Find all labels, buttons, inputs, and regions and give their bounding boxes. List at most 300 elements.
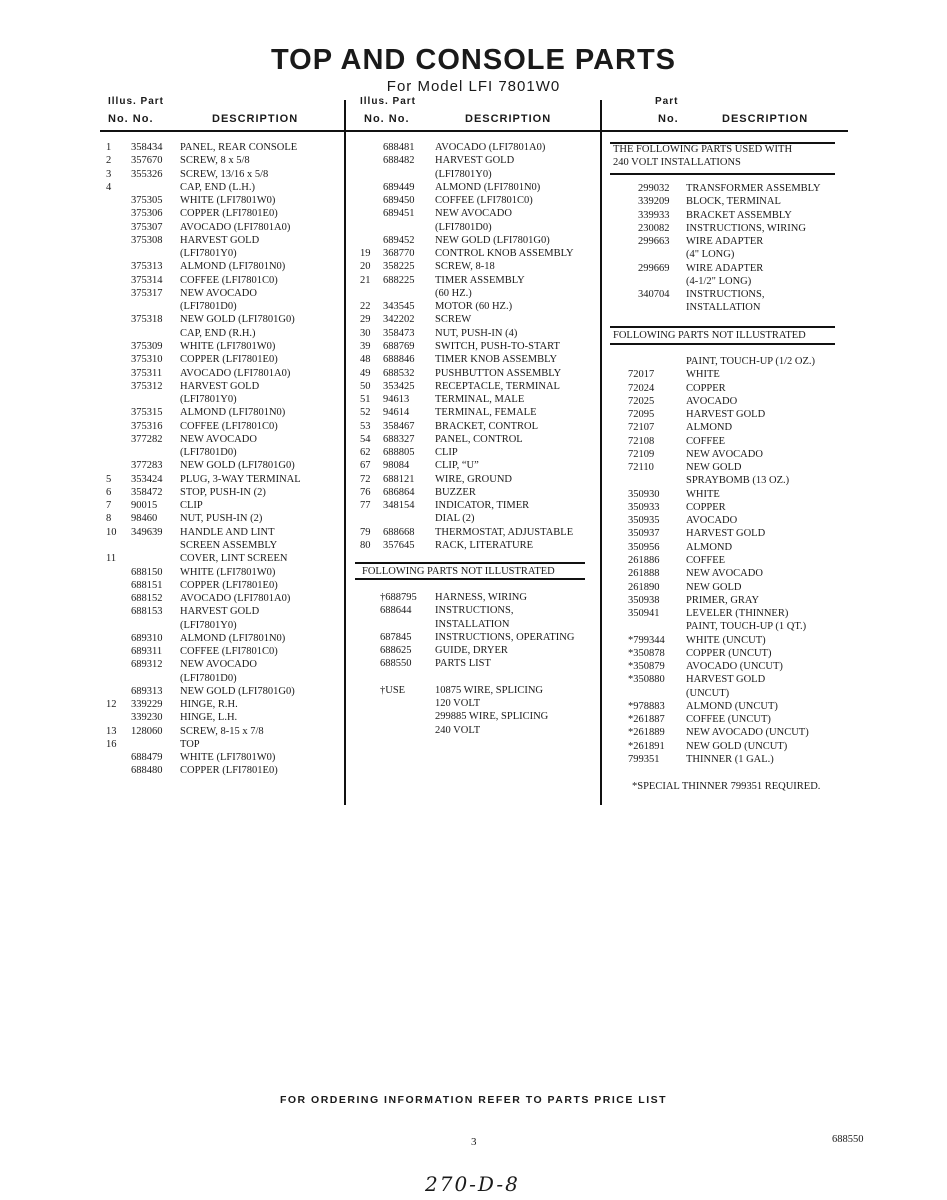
parts-row xyxy=(610,554,850,567)
parts-row xyxy=(104,221,344,234)
parts-row xyxy=(610,514,850,527)
illus-number: 49 xyxy=(360,367,371,379)
part-number: 299032 xyxy=(638,183,670,194)
part-number: 689451 xyxy=(383,208,415,220)
part-description: NUT, PUSH-IN (4) xyxy=(435,327,518,339)
parts-row xyxy=(610,395,850,408)
part-description: COFFEE xyxy=(686,554,726,566)
part-description: NUT, PUSH-IN (2) xyxy=(180,513,263,525)
part-number: 688151 xyxy=(131,579,163,591)
illus-number: 53 xyxy=(360,420,371,432)
parts-row xyxy=(358,247,598,260)
parts-row xyxy=(610,594,850,607)
parts-row xyxy=(104,406,344,419)
section-rule xyxy=(610,326,835,328)
part-description: TIMER KNOB ASSEMBLY xyxy=(435,354,558,366)
part-number: 375317 xyxy=(131,287,163,299)
illus-number: 48 xyxy=(360,354,371,366)
part-number: 688769 xyxy=(383,340,415,352)
part-description: WIRE, GROUND xyxy=(435,473,512,485)
thinner-footnote: *SPECIAL THINNER 799351 REQUIRED. xyxy=(632,781,821,792)
part-description: NEW GOLD (UNCUT) xyxy=(686,740,788,752)
part-description: NEW AVOCADO xyxy=(180,659,257,671)
parts-row xyxy=(358,260,598,273)
part-description: HINGE, R.H. xyxy=(180,699,238,711)
part-description: AVOCADO (LFI7801A0) xyxy=(180,593,291,605)
part-number: 688150 xyxy=(131,566,163,578)
parts-row xyxy=(104,526,344,539)
part-description: ALMOND (UNCUT) xyxy=(686,700,778,712)
part-number: 375305 xyxy=(131,195,163,207)
part-number: 353424 xyxy=(131,473,163,485)
parts-row xyxy=(610,474,850,487)
parts-row xyxy=(358,393,598,406)
parts-row xyxy=(610,501,850,514)
240v-heading-line1: THE FOLLOWING PARTS USED WITH xyxy=(613,144,793,155)
part-number: 72017 xyxy=(628,369,655,381)
part-number: *350878 xyxy=(628,647,665,659)
part-description: PANEL, CONTROL xyxy=(435,433,523,445)
header-no-3: No. xyxy=(658,113,679,125)
part-description: PRIMER, GRAY xyxy=(686,594,760,606)
illus-number: 8 xyxy=(106,513,112,525)
parts-row xyxy=(104,605,344,618)
parts-row xyxy=(104,367,344,380)
part-number: 375310 xyxy=(131,354,163,366)
part-description: (LFI7801Y0) xyxy=(180,619,237,631)
parts-row xyxy=(610,382,850,395)
parts-row xyxy=(104,764,344,777)
parts-row xyxy=(358,380,598,393)
parts-row xyxy=(358,486,598,499)
240v-heading-line2: 240 VOLT INSTALLATIONS xyxy=(613,157,741,168)
parts-row xyxy=(358,526,598,539)
part-description: (4-1/2" LONG) xyxy=(686,275,752,287)
part-description: COPPER (LFI7801E0) xyxy=(180,765,278,777)
part-number: 339209 xyxy=(638,196,670,208)
illus-number: 7 xyxy=(106,500,112,512)
illus-number: 76 xyxy=(360,486,371,498)
part-number: 689311 xyxy=(131,646,163,658)
part-description: CLIP, “U” xyxy=(435,460,479,472)
part-description: BUZZER xyxy=(435,486,476,498)
part-number: 72110 xyxy=(628,462,654,474)
parts-row xyxy=(104,247,344,260)
part-number: *799344 xyxy=(628,634,665,646)
page-number: 3 xyxy=(471,1136,477,1148)
header-rule xyxy=(100,130,848,132)
part-number: 368770 xyxy=(383,248,415,260)
illus-number: 13 xyxy=(106,725,117,737)
parts-row xyxy=(358,473,598,486)
part-description: CLIP xyxy=(435,447,458,459)
part-description: INSTRUCTIONS, OPERATING xyxy=(435,631,575,643)
part-number: 98084 xyxy=(383,460,410,472)
part-description: COFFEE (LFI7801C0) xyxy=(180,274,278,286)
parts-row xyxy=(358,446,598,459)
parts-row xyxy=(104,274,344,287)
parts-row xyxy=(104,738,344,751)
parts-row xyxy=(104,711,344,724)
part-number: 94614 xyxy=(383,407,410,419)
part-description: (4" LONG) xyxy=(686,249,735,261)
parts-row xyxy=(104,486,344,499)
part-number: 377283 xyxy=(131,460,163,472)
part-description: GUIDE, DRYER xyxy=(435,645,508,657)
parts-row xyxy=(610,660,850,673)
part-description: ALMOND (LFI7801N0) xyxy=(180,407,286,419)
part-description: COFFEE (LFI7801C0) xyxy=(180,420,278,432)
part-description: WHITE (LFI7801W0) xyxy=(180,195,276,207)
part-number: 689450 xyxy=(383,195,415,207)
parts-row xyxy=(610,581,850,594)
part-number: 350941 xyxy=(628,608,660,620)
part-number: 340704 xyxy=(638,289,670,301)
part-description: RECEPTACLE, TERMINAL xyxy=(435,380,560,392)
part-description: ALMOND (LFI7801N0) xyxy=(180,261,286,273)
parts-row xyxy=(104,141,344,154)
part-description: (LFI7801D0) xyxy=(180,301,237,313)
parts-row xyxy=(358,499,598,512)
parts-row xyxy=(358,300,598,313)
parts-row xyxy=(104,313,344,326)
part-number: *261887 xyxy=(628,714,665,726)
part-number: 90015 xyxy=(131,500,158,512)
parts-row xyxy=(358,274,598,287)
part-description: NEW GOLD (LFI7801G0) xyxy=(180,314,295,326)
part-description: COFFEE (UNCUT) xyxy=(686,714,771,726)
part-number: 339229 xyxy=(131,699,163,711)
parts-row xyxy=(358,154,598,167)
parts-row xyxy=(610,567,850,580)
part-description: SCREEN ASSEMBLY xyxy=(180,539,278,551)
part-number: *350880 xyxy=(628,674,665,686)
part-description: AVOCADO (LFI7801A0) xyxy=(180,221,291,233)
parts-row xyxy=(104,566,344,579)
column-divider-2 xyxy=(600,100,602,805)
part-number: 375316 xyxy=(131,420,163,432)
part-number: 375313 xyxy=(131,261,163,273)
part-number: 350935 xyxy=(628,515,660,527)
part-number: 349639 xyxy=(131,526,163,538)
parts-row xyxy=(104,552,344,565)
part-number: 350937 xyxy=(628,528,660,540)
parts-row xyxy=(104,512,344,525)
parts-row xyxy=(610,408,850,421)
part-number: 350938 xyxy=(628,594,660,606)
part-description: ALMOND (LFI7801N0) xyxy=(435,181,541,193)
parts-row xyxy=(104,300,344,313)
part-description: 240 VOLT xyxy=(435,724,481,736)
parts-row xyxy=(610,461,850,474)
part-number: 261886 xyxy=(628,554,660,566)
part-description: LEVELER (THINNER) xyxy=(686,608,789,620)
part-description: ALMOND (LFI7801N0) xyxy=(180,632,286,644)
parts-row xyxy=(610,700,850,713)
part-number: 358472 xyxy=(131,486,163,498)
part-number: †688795 xyxy=(380,592,417,603)
part-description: TIMER ASSEMBLY xyxy=(435,274,525,286)
part-number: *261889 xyxy=(628,727,665,739)
header-no-no-2: No. No. xyxy=(364,113,410,125)
part-description: INSTALLATION xyxy=(686,302,761,314)
part-number: 342202 xyxy=(383,314,415,326)
illus-number: 72 xyxy=(360,473,371,485)
part-description: DIAL (2) xyxy=(435,513,475,525)
handwritten-note: 270-D-8 xyxy=(425,1172,520,1196)
illus-number: 67 xyxy=(360,460,371,472)
part-number: 375314 xyxy=(131,274,163,286)
part-number: 375306 xyxy=(131,208,163,220)
part-number: 358225 xyxy=(383,261,415,273)
parts-row xyxy=(610,647,850,660)
part-description: HARVEST GOLD xyxy=(435,155,515,167)
parts-row xyxy=(104,393,344,406)
part-description: NEW AVOCADO xyxy=(686,448,763,460)
part-description: 120 VOLT xyxy=(435,698,481,710)
not-illustrated-heading-2: FOLLOWING PARTS NOT ILLUSTRATED xyxy=(362,566,555,577)
part-description: BLOCK, TERMINAL xyxy=(686,196,781,208)
part-description: COFFEE (LFI7801C0) xyxy=(180,646,278,658)
part-description: HANDLE AND LINT xyxy=(180,526,275,538)
part-description: PLUG, 3-WAY TERMINAL xyxy=(180,473,301,485)
header-description-3: DESCRIPTION xyxy=(722,113,809,125)
section-rule xyxy=(355,562,585,564)
parts-row xyxy=(610,182,850,195)
part-number: 375311 xyxy=(131,367,163,379)
part-description: PAINT, TOUCH-UP (1 QT.) xyxy=(686,621,807,633)
part-description: PUSHBUTTON ASSEMBLY xyxy=(435,367,562,379)
part-description: WHITE xyxy=(686,488,720,500)
part-description: MOTOR (60 HZ.) xyxy=(435,301,513,313)
illus-number: 4 xyxy=(106,181,112,193)
parts-row xyxy=(358,684,598,697)
part-number: 688481 xyxy=(383,142,415,153)
part-number: 375309 xyxy=(131,340,163,352)
part-number: 689449 xyxy=(383,181,415,193)
part-description: SCREW, 13/16 x 5/8 xyxy=(180,168,269,180)
part-number: 72109 xyxy=(628,448,655,460)
part-number: 377282 xyxy=(131,433,163,445)
parts-row xyxy=(610,301,850,314)
section-rule xyxy=(610,173,835,175)
part-description: PAINT, TOUCH-UP (1/2 OZ.) xyxy=(686,356,816,367)
part-description: COFFEE (LFI7801C0) xyxy=(435,195,533,207)
parts-row xyxy=(104,234,344,247)
part-number: 358434 xyxy=(131,142,163,153)
not-illustrated-heading-3: FOLLOWING PARTS NOT ILLUSTRATED xyxy=(613,330,806,341)
header-description-2: DESCRIPTION xyxy=(465,113,552,125)
illus-number: 3 xyxy=(106,168,112,180)
parts-column-2 xyxy=(358,141,598,552)
parts-row xyxy=(358,420,598,433)
part-number: 350930 xyxy=(628,488,660,500)
illus-number: 12 xyxy=(106,699,117,711)
parts-row xyxy=(610,248,850,261)
parts-row xyxy=(610,222,850,235)
part-description: BRACKET ASSEMBLY xyxy=(686,209,792,221)
part-description: WHITE xyxy=(686,369,720,381)
part-description: 299885 WIRE, SPLICING xyxy=(435,711,549,723)
part-number: 375308 xyxy=(131,234,163,246)
ordering-info: FOR ORDERING INFORMATION REFER TO PARTS PRICE LIST xyxy=(279,1094,668,1106)
part-number: 689310 xyxy=(131,632,163,644)
header-description: DESCRIPTION xyxy=(212,113,299,125)
part-description: COPPER xyxy=(686,382,726,394)
part-description: TRANSFORMER ASSEMBLY xyxy=(686,183,821,194)
part-description: BRACKET, CONTROL xyxy=(435,420,539,432)
part-description: TOP xyxy=(180,738,200,750)
part-description: HINGE, L.H. xyxy=(180,712,238,724)
part-number: *261891 xyxy=(628,740,665,752)
illus-number: 52 xyxy=(360,407,371,419)
illus-number: 54 xyxy=(360,433,371,445)
part-description: SCREW, 8 x 5/8 xyxy=(180,155,250,167)
illus-number: 51 xyxy=(360,394,371,406)
part-number: *978883 xyxy=(628,700,665,712)
section-rule xyxy=(610,343,835,345)
parts-row xyxy=(358,287,598,300)
parts-row xyxy=(104,459,344,472)
illus-number: 50 xyxy=(360,380,371,392)
part-description: INSTRUCTIONS, WIRING xyxy=(686,222,806,234)
parts-row xyxy=(104,446,344,459)
parts-row xyxy=(610,713,850,726)
illus-number: 39 xyxy=(360,340,371,352)
parts-row xyxy=(358,433,598,446)
parts-row xyxy=(358,644,598,657)
document-number: 688550 xyxy=(832,1134,864,1145)
part-description: (LFI7801D0) xyxy=(180,672,237,684)
part-description: COPPER xyxy=(686,501,726,513)
part-description: HARVEST GOLD xyxy=(686,528,766,540)
parts-row xyxy=(104,685,344,698)
parts-row xyxy=(104,632,344,645)
part-number: 689313 xyxy=(131,685,163,697)
part-number: 375312 xyxy=(131,380,163,392)
illus-number: 11 xyxy=(106,553,117,565)
part-description: CAP, END (R.H.) xyxy=(180,327,256,339)
parts-row xyxy=(104,327,344,340)
parts-row xyxy=(104,380,344,393)
part-description: INSTRUCTIONS, xyxy=(686,289,765,301)
part-description: PARTS LIST xyxy=(435,658,491,670)
part-description: WHITE (UNCUT) xyxy=(686,634,766,646)
part-description: (LFI7801Y0) xyxy=(435,168,492,180)
part-description: TERMINAL, MALE xyxy=(435,394,525,406)
part-description: HARVEST GOLD xyxy=(180,234,260,246)
part-description: AVOCADO xyxy=(686,395,738,407)
illus-number: 80 xyxy=(360,539,371,551)
part-number: 98460 xyxy=(131,513,158,525)
part-description: ALMOND xyxy=(686,422,733,434)
part-number: 261888 xyxy=(628,568,660,580)
part-description: NEW GOLD xyxy=(686,462,742,474)
illus-number: 62 xyxy=(360,447,371,459)
parts-row xyxy=(610,488,850,501)
part-number: 72095 xyxy=(628,409,655,421)
part-number: 688153 xyxy=(131,606,163,618)
part-number: 689312 xyxy=(131,659,163,671)
part-number: 128060 xyxy=(131,725,163,737)
part-description: STOP, PUSH-IN (2) xyxy=(180,486,266,498)
parts-row xyxy=(358,168,598,181)
part-number: 350933 xyxy=(628,501,660,513)
part-description: NEW AVOCADO (UNCUT) xyxy=(686,727,809,739)
part-number: 687845 xyxy=(380,631,412,643)
part-description: AVOCADO (UNCUT) xyxy=(686,661,783,673)
section-rule xyxy=(355,578,585,580)
header-illus-part-2: Illus. Part xyxy=(360,96,417,107)
part-number: 299669 xyxy=(638,262,670,274)
part-number: 688480 xyxy=(131,765,163,777)
parts-row xyxy=(104,420,344,433)
part-number: 686864 xyxy=(383,486,415,498)
part-number: 339230 xyxy=(131,712,163,724)
parts-row xyxy=(104,340,344,353)
part-number: 72108 xyxy=(628,435,655,447)
part-number: 688225 xyxy=(383,274,415,286)
part-description: (60 HZ.) xyxy=(435,287,472,299)
part-number: 688625 xyxy=(380,645,412,657)
part-number: 358467 xyxy=(383,420,415,432)
part-description: COPPER (LFI7801E0) xyxy=(180,579,278,591)
parts-row xyxy=(104,658,344,671)
part-description: INSTRUCTIONS, xyxy=(435,605,514,617)
part-description: HARVEST GOLD xyxy=(686,409,766,421)
part-description: SCREW xyxy=(435,314,472,326)
illus-number: 77 xyxy=(360,500,371,512)
parts-row xyxy=(610,275,850,288)
part-number: 261890 xyxy=(628,581,660,593)
part-number: 348154 xyxy=(383,500,415,512)
part-number: 689452 xyxy=(383,234,415,246)
parts-row xyxy=(610,673,850,686)
illus-number: 79 xyxy=(360,526,371,538)
part-description: SWITCH, PUSH-TO-START xyxy=(435,340,560,352)
parts-row xyxy=(610,195,850,208)
parts-row xyxy=(358,340,598,353)
parts-row xyxy=(610,355,850,368)
parts-row xyxy=(358,406,598,419)
header-illus-part: Illus. Part xyxy=(108,96,165,107)
part-description: COVER, LINT SCREEN xyxy=(180,553,288,565)
part-description: WIRE ADAPTER xyxy=(686,262,764,274)
parts-row xyxy=(358,604,598,617)
parts-row xyxy=(610,740,850,753)
illus-number: 10 xyxy=(106,526,117,538)
part-number: 72025 xyxy=(628,395,655,407)
part-number: 688532 xyxy=(383,367,415,379)
part-number: *350879 xyxy=(628,661,665,673)
not-illustrated-list-3 xyxy=(610,355,850,766)
part-number: 688668 xyxy=(383,526,415,538)
parts-row xyxy=(104,499,344,512)
part-description: NEW AVOCADO xyxy=(180,287,257,299)
part-number: †USE xyxy=(380,684,406,696)
part-description: HARVEST GOLD xyxy=(180,606,260,618)
part-number: 688846 xyxy=(383,354,415,366)
part-description: ALMOND xyxy=(686,541,733,553)
illus-number: 20 xyxy=(360,261,371,273)
parts-row xyxy=(104,154,344,167)
part-description: WHITE (LFI7801W0) xyxy=(180,340,276,352)
illus-number: 30 xyxy=(360,327,371,339)
parts-row xyxy=(610,726,850,739)
part-description: COPPER (LFI7801E0) xyxy=(180,354,278,366)
parts-row xyxy=(104,672,344,685)
parts-row xyxy=(358,618,598,631)
